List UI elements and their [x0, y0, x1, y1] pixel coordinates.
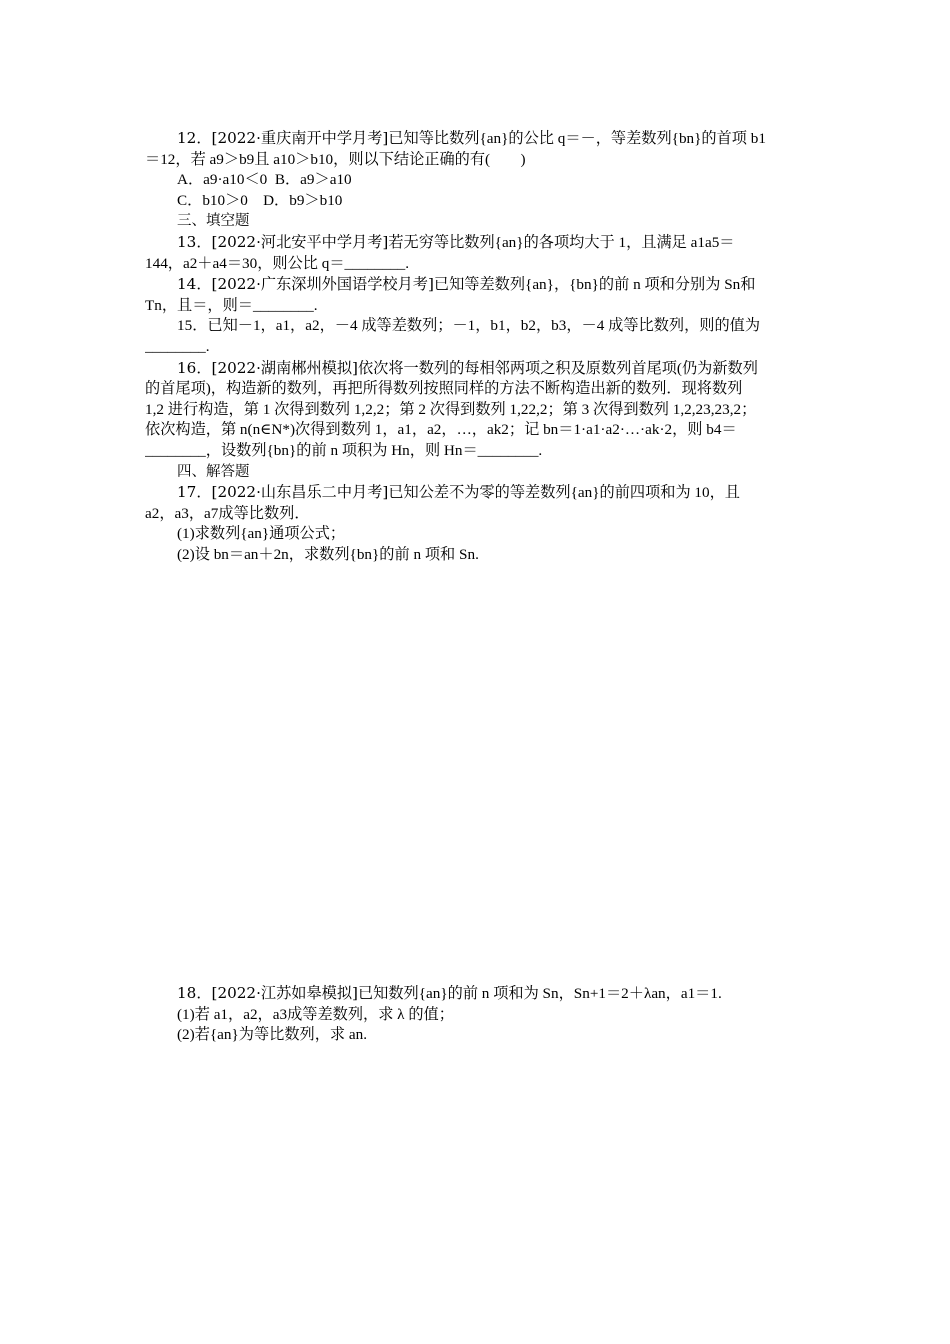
q17-line1	[145, 482, 807, 504]
section-header-fill-in: 三、填空题	[177, 213, 250, 230]
q12-line2: ＝12，若 a9＞b9且 a10＞b10，则以下结论正确的有( )	[145, 150, 526, 168]
section-header-answer: 四、解答题	[177, 463, 250, 480]
q17-line2: a2，a3，a7成等比数列．	[145, 504, 310, 522]
q16-line1	[145, 358, 807, 380]
q17-part1: (1)求数列{an}通项公式；	[177, 525, 346, 543]
q13-stem: 若无穷等比数列{an}的各项均大于 1，且满足 a1a5＝	[388, 233, 735, 251]
q15-line2: ________.	[145, 337, 210, 355]
q17-part2: (2)设 bn＝an＋2n，求数列{bn}的前 n 项和 Sn.	[177, 545, 479, 563]
q16-source: 16．[2022·湖南郴州模拟]	[177, 358, 358, 377]
q18-source: 18．[2022·江苏如皋模拟]	[177, 984, 358, 1002]
question-18	[145, 983, 807, 1046]
q12-option-b: B．a9＞a10	[274, 171, 352, 189]
q18-stem: 已知数列{an}的前 n 项和为 Sn，Sn+1＝2＋λan，a1＝1.	[357, 985, 722, 1002]
q16-stem: 依次将一数列的每相邻两项之积及原数列首尾项(仍为新数列	[357, 359, 758, 377]
q12-stem: 已知等比数列{an}的公比 q＝－，等差数列{bn}的首项 b1	[388, 130, 766, 147]
q14-source: 14．[2022·广东深圳外国语学校月考]	[177, 275, 434, 294]
q18-part1: (1)若 a1，a2，a3成等差数列，求 λ 的值；	[177, 1005, 454, 1023]
q12-options-row2	[145, 191, 807, 212]
q17-stem: 已知公差不为零的等差数列{an}的前四项和为 10，且	[388, 484, 740, 502]
q12-option-a: A．a9·a10＜0	[177, 171, 268, 189]
q16-line2: 的首尾项)，构造新的数列，再把所得数列按照同样的方法不断构造出新的数列．现将数列	[145, 380, 743, 398]
q12-line1	[145, 128, 807, 150]
q18-part2: (2)若{an}为等比数列，求 an.	[177, 1026, 368, 1044]
q12-option-c: C．b10＞0	[177, 191, 248, 209]
q14-stem: 已知等差数列{an}，{bn}的前 n 项和分别为 Sn和	[433, 276, 756, 294]
q12-options-row1	[145, 170, 807, 191]
q13-line1	[145, 232, 807, 254]
q17-source: 17．[2022·山东昌乐二中月考]	[177, 483, 389, 502]
q18-line1	[145, 983, 807, 1005]
q13-line2: 144，a2＋a4＝30，则公比 q＝________.	[145, 254, 410, 272]
q16-line3: 1,2 进行构造，第 1 次得到数列 1,2,2；第 2 次得到数列 1,22,2；第 3 次得到数列 1,2,23,23,2；	[145, 400, 757, 418]
q14-line1	[145, 274, 807, 296]
q12-source: 12．[2022·重庆南开中学月考]	[177, 129, 389, 147]
q16-line4: 依次构造，第 n(n∈N*)次得到数列 1，a1，a2，…，ak2；记 bn＝1·a1·a2·…·ak·2，则 b4＝	[145, 421, 737, 439]
q16-line5: ________，设数列{bn}的前 n 项积为 Hn，则 Hn＝________.	[145, 441, 543, 459]
question-12	[145, 128, 807, 565]
q14-line2: Tn，且＝，则＝________.	[145, 296, 318, 314]
q13-source: 13．[2022·河北安平中学月考]	[177, 232, 389, 251]
q12-option-d: D．b9＞b10	[263, 191, 343, 209]
q15-line1: 15．已知－1，a1，a2，－4 成等差数列；－1，b1，b2，b3，－4 成等比数列，则的值为	[177, 317, 761, 335]
